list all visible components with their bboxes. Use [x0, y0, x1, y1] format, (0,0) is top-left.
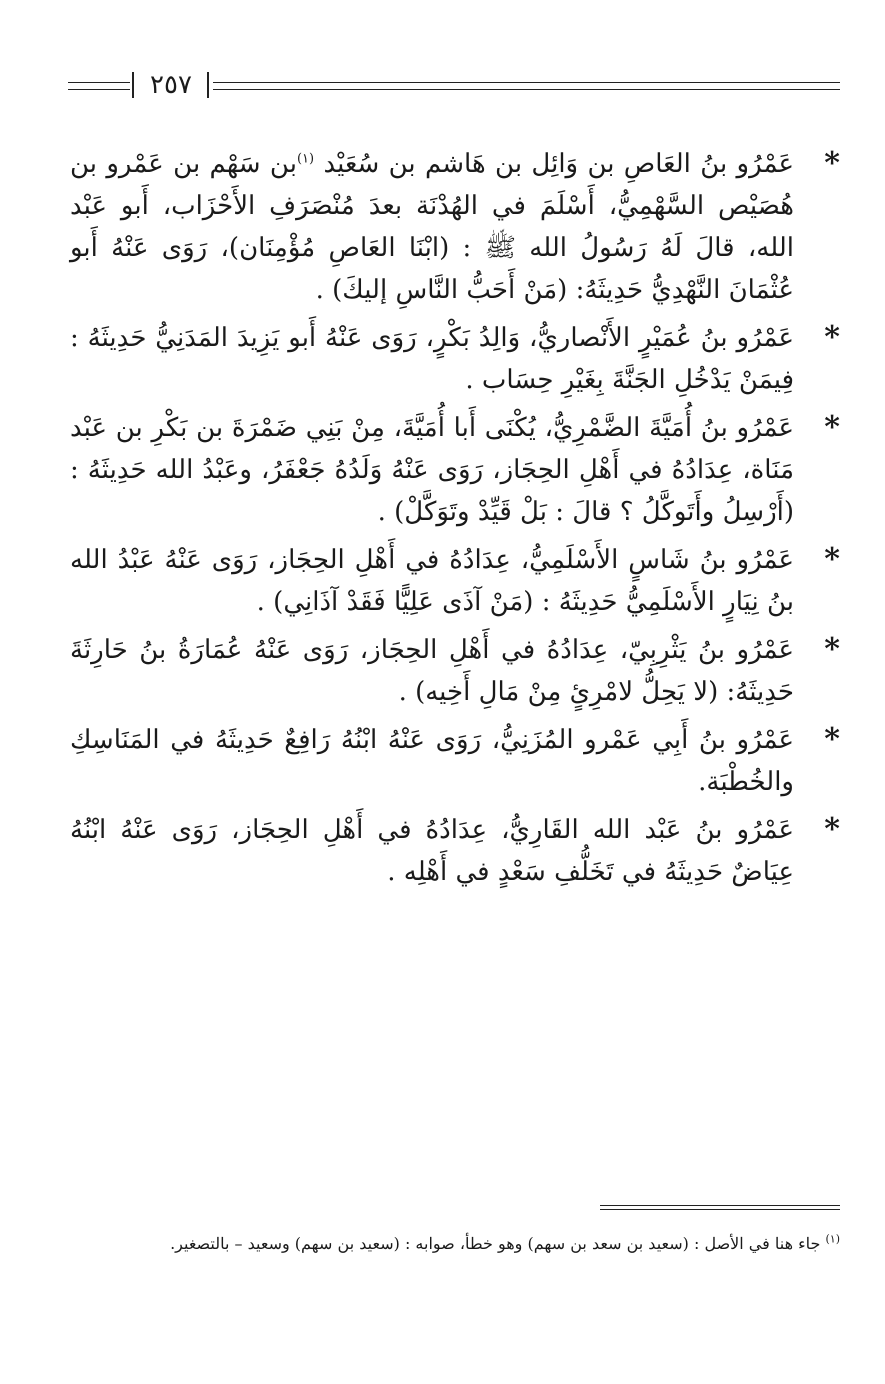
biography-entry	[70, 809, 840, 893]
footnote-marker: (١)	[825, 1232, 840, 1246]
entry-text: عَمْرُو بنُ أُمَيَّةَ الضَّمْرِيُّ، يُكْنَى أَبا أُمَيَّةَ، مِنْ بَنِي ضَمْرَةَ بن بَكْرِ بن عَبْد مَنَاة، عِدَادُهُ في أَهْلِ الحِجَاز، رَوَى عَنْهُ وَلَدُهُ جَعْفَرُ، وعَبْدُ الله حَدِيثَهُ : (أَرْسِلُ وأَتَوكَّلُ ؟ قالَ : بَلْ قَيِّدْ وتَوَكَّلْ) .	[70, 413, 794, 527]
header-rule-right	[213, 82, 840, 90]
header-rule-left	[68, 82, 130, 90]
biography-entry	[70, 407, 840, 533]
biography-entry	[70, 629, 840, 713]
biography-entry	[70, 317, 840, 401]
main-text	[70, 143, 840, 899]
bullet-asterisk: *	[824, 146, 840, 181]
entry-text: عَمْرُو بنُ شَاسٍ الأَسْلَمِيُّ، عِدَادُهُ في أَهْلِ الحِجَاز، رَوَى عَنْهُ عَبْدُ الله بنُ نِيَارٍ الأَسْلَمِيُّ حَدِيثَهُ : (مَنْ آذَى عَلِيًّا فَقَدْ آذَانِي) .	[70, 545, 794, 617]
bullet-asterisk: *	[824, 632, 840, 667]
footnote-reference: (١)	[296, 151, 315, 167]
bullet-asterisk: *	[824, 812, 840, 847]
bullet-asterisk: *	[824, 542, 840, 577]
bullet-asterisk: *	[824, 722, 840, 757]
header-divider-bar	[207, 72, 209, 98]
entry-text: عَمْرُو بنُ عُمَيْرٍ الأَنْصاريُّ، وَالِدُ بَكْرٍ، رَوَى عَنْهُ أَبو يَزِيدَ المَدَنِيُّ حَدِيثَهُ : فِيمَنْ يَدْخُلِ الجَنَّةَ بِغَيْرِ حِسَاب .	[70, 323, 794, 395]
page-header	[68, 66, 840, 106]
footnote	[75, 1230, 840, 1258]
entry-text: عَمْرُو بنُ أَبِي عَمْرو المُزَنِيُّ، رَوَى عَنْهُ ابْنُهُ رَافِعٌ حَدِيثَهُ في المَنَاسِكِ والخُطْبَة.	[70, 725, 794, 797]
biography-entry	[70, 539, 840, 623]
footnote-text: جاء هنا في الأصل : (سعيد بن سعد بن سهم) وهو خطأ، صوابه : (سعيد بن سهم) وسعيد – بالتصغير.	[170, 1234, 821, 1253]
bullet-asterisk: *	[824, 320, 840, 355]
biography-entry	[70, 719, 840, 803]
entry-text: عَمْرُو بنُ العَاصِ بن وَائِل بن هَاشم بن سُعَيْد	[314, 149, 795, 179]
bullet-asterisk: *	[824, 410, 840, 445]
entry-text: بن سَهْم بن عَمْرو بن هُصَيْص السَّهْمِيُّ، أَسْلَمَ في الهُدْنَة بعدَ مُنْصَرَفِ الأَحْزَاب، أَبو عَبْد الله، قالَ لَهُ رَسُولُ الله ﷺ : (ابْنَا العَاصِ مُؤْمِنَان)، رَوَى عَنْهُ أَبو عُثْمَانَ النَّهْدِيُّ حَدِيثَهُ: (مَنْ أَحَبُّ النَّاسِ إليكَ) .	[70, 149, 794, 305]
biography-entry	[70, 143, 840, 311]
entry-text: عَمْرُو بنُ يَثْرِبِيّ، عِدَادُهُ في أَهْلِ الحِجَاز، رَوَى عَنْهُ عُمَارَةُ بنُ حَارِثَةَ حَدِيثَهُ: (لا يَحِلُّ لامْرِئٍ مِنْ مَالِ أَخِيه) .	[70, 635, 794, 707]
footnote-separator	[600, 1205, 840, 1210]
entry-text: عَمْرُو بنُ عَبْد الله القَارِيُّ، عِدَادُهُ في أَهْلِ الحِجَاز، رَوَى عَنْهُ ابْنُهُ عِيَاضٌ حَدِيثَهُ في تَخَلُّفِ سَعْدٍ في أَهْلِه .	[70, 815, 794, 887]
page-number: ٢٥٧	[150, 70, 192, 100]
header-divider-bar	[132, 72, 134, 98]
